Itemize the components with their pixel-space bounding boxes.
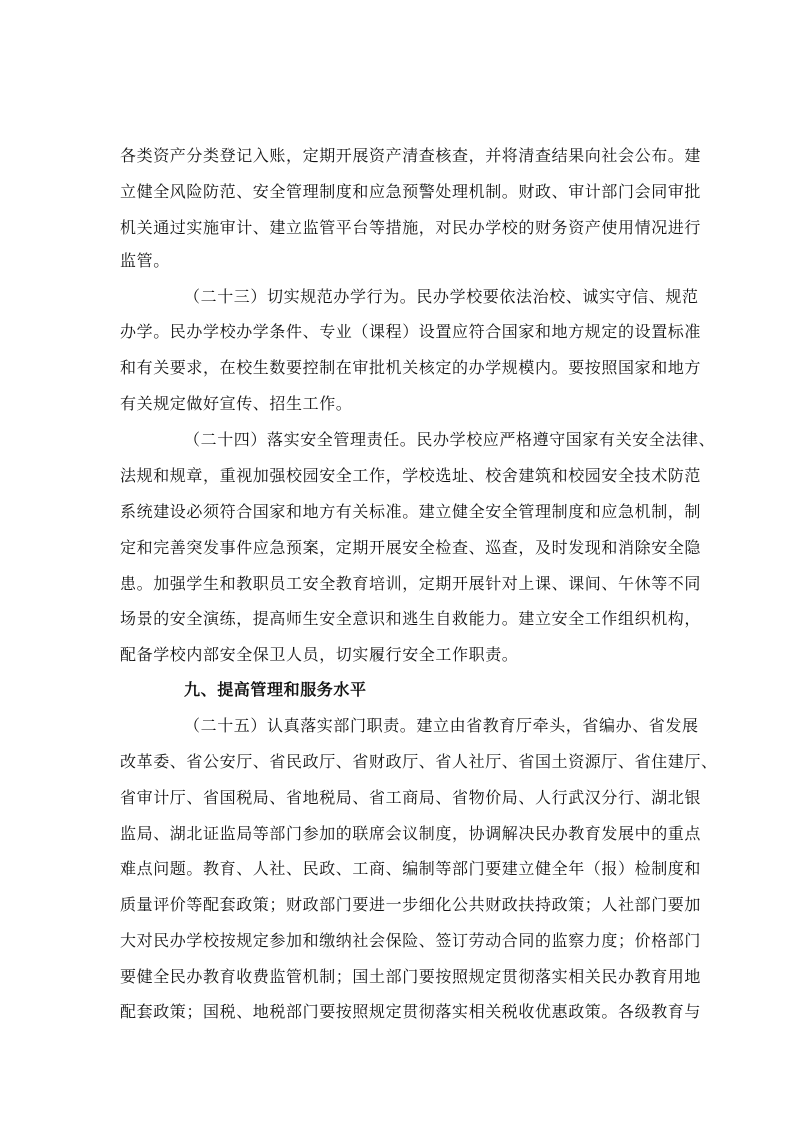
text-line: 监局、湖北证监局等部门参加的联席会议制度，协调解决民办教育发展中的重点 <box>120 824 702 843</box>
text-line: 患。加强学生和教职员工安全教育培训，定期开展针对上课、课间、午休等不同 <box>120 574 702 593</box>
paragraph-start-line: （二十三）切实规范办学行为。民办学校要依法治校、诚实守信、规范 <box>184 287 699 306</box>
paragraph-start-line: （二十五）认真落实部门职责。建立由省教育厅牵头，省编办、省发展 <box>184 716 699 735</box>
text-line: 定和完善突发事件应急预案，定期开展安全检查、巡查，及时发现和消除安全隐 <box>120 538 702 557</box>
text-line: 质量评价等配套政策；财政部门要进一步细化公共财政扶持政策；人社部门要加 <box>120 895 702 914</box>
text-line: 省审计厅、省国税局、省地税局、省工商局、省物价局、人行武汉分行、湖北银 <box>120 788 702 807</box>
text-line: 系统建设必须符合国家和地方有关标准。建立健全安全管理制度和应急机制，制 <box>120 502 702 521</box>
text-line: 难点问题。教育、人社、民政、工商、编制等部门要建立健全年（报）检制度和 <box>120 859 702 878</box>
text-line: 有关规定做好宣传、招生工作。 <box>120 394 353 413</box>
text-line: 立健全风险防范、安全管理制度和应急预警处理机制。财政、审计部门会同审批 <box>120 182 702 201</box>
text-line: 配套政策；国税、地税部门要按照规定贯彻落实相关税收优惠政策。各级教育与 <box>120 1002 702 1021</box>
text-line: 改革委、省公安厅、省民政厅、省财政厅、省人社厅、省国土资源厅、省住建厅、 <box>120 752 718 771</box>
text-line: 要健全民办教育收费监管机制；国土部门要按照规定贯彻落实相关民办教育用地 <box>120 967 702 986</box>
text-line: 法规和规章，重视加强校园安全工作，学校选址、校舍建筑和校园安全技术防范 <box>120 466 702 485</box>
text-line: 监管。 <box>120 251 170 270</box>
text-line: 配备学校内部安全保卫人员，切实履行安全工作职责。 <box>120 645 519 664</box>
text-line: 办学。民办学校办学条件、专业（课程）设置应符合国家和地方规定的设置标准 <box>120 322 702 341</box>
text-line: 机关通过实施审计、建立监管平台等措施，对民办学校的财务资产使用情况进行 <box>120 218 702 237</box>
text-line: 大对民办学校按规定参加和缴纳社会保险、签订劳动合同的监察力度；价格部门 <box>120 931 702 950</box>
text-line: 场景的安全演练，提高师生安全意识和逃生自救能力。建立安全工作组织机构， <box>120 609 702 628</box>
text-line: 各类资产分类登记入账，定期开展资产清查核查，并将清查结果向社会公布。建 <box>120 146 702 165</box>
text-line: 和有关要求，在校生数要控制在审批机关核定的办学规模内。要按照国家和地方 <box>120 358 702 377</box>
section-heading: 九、提高管理和服务水平 <box>184 680 367 699</box>
paragraph-start-line: （二十四）落实安全管理责任。民办学校应严格遵守国家有关安全法律、 <box>184 430 716 449</box>
